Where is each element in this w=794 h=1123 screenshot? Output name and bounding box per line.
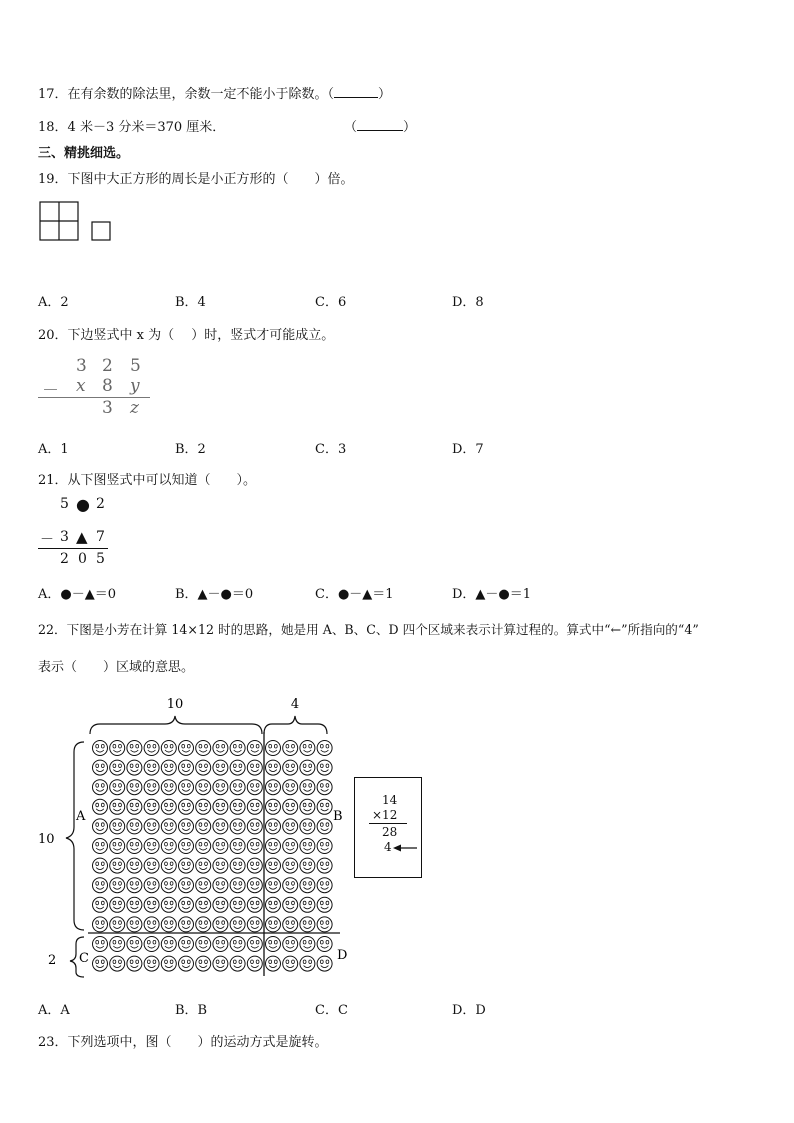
smiley-face-icon xyxy=(161,917,176,932)
smiley-face-icon xyxy=(213,878,228,893)
smiley-face-icon xyxy=(179,780,194,795)
smiley-face-icon xyxy=(110,878,125,893)
q19-option-c[interactable]: C．6 xyxy=(315,295,347,310)
smiley-face-icon xyxy=(179,741,194,756)
smiley-face-icon xyxy=(196,741,211,756)
smiley-face-icon xyxy=(266,937,281,952)
question-18-answer: （ ） xyxy=(344,120,417,135)
smiley-face-icon xyxy=(110,897,125,912)
q21-vertical-subtraction: 5 ● 2 － 3 ▲ 7 2 0 5 xyxy=(38,496,138,570)
smiley-face-icon xyxy=(266,956,281,971)
smiley-face-icon xyxy=(144,819,159,834)
smiley-face-icon xyxy=(266,741,281,756)
smiley-face-icon xyxy=(179,819,194,834)
smiley-face-icon xyxy=(317,878,332,893)
question-20-text: 20．下边竖式中 x 为（ ）时，竖式才可能成立。 xyxy=(38,328,335,343)
smiley-face-icon xyxy=(93,917,108,932)
q22-option-d[interactable]: D．D xyxy=(452,1003,486,1018)
q21-option-a[interactable]: A．●－▲＝0 xyxy=(38,587,117,602)
smiley-face-icon xyxy=(110,917,125,932)
smiley-face-icon xyxy=(110,760,125,775)
smiley-face-icon xyxy=(144,897,159,912)
label-c: C xyxy=(79,951,89,966)
smiley-face-icon xyxy=(283,878,298,893)
smiley-face-icon xyxy=(127,780,142,795)
q22-option-a[interactable]: A．A xyxy=(38,1003,70,1018)
smiley-face-icon xyxy=(110,819,125,834)
smiley-face-icon xyxy=(93,937,108,952)
smiley-face-icon xyxy=(127,937,142,952)
smiley-face-icon xyxy=(161,858,176,873)
smiley-face-icon xyxy=(283,741,298,756)
smiley-face-icon xyxy=(196,937,211,952)
smiley-face-icon xyxy=(179,917,194,932)
smiley-face-icon xyxy=(317,858,332,873)
smiley-face-icon xyxy=(179,937,194,952)
question-17: 17．在有余数的除法里，余数一定不能小于除数。（ ） xyxy=(38,87,392,102)
smiley-face-icon xyxy=(144,780,159,795)
smiley-face-icon xyxy=(300,858,315,873)
smiley-face-icon xyxy=(283,897,298,912)
smiley-face-icon xyxy=(247,897,262,912)
side-big-label: 10 xyxy=(38,832,55,847)
smiley-face-icon xyxy=(93,760,108,775)
answer-blank[interactable] xyxy=(357,118,403,131)
smiley-face-icon xyxy=(161,937,176,952)
question-22-text-2: 表示（ ）区域的意思。 xyxy=(38,660,195,675)
smiley-face-icon xyxy=(317,760,332,775)
smiley-face-icon xyxy=(127,878,142,893)
smiley-face-icon xyxy=(144,799,159,814)
top-right-label: 4 xyxy=(290,697,300,712)
smiley-face-icon xyxy=(144,956,159,971)
smiley-face-icon xyxy=(300,937,315,952)
smiley-face-icon xyxy=(161,760,176,775)
smiley-face-icon xyxy=(300,819,315,834)
question-18 xyxy=(38,116,225,135)
smiley-face-icon xyxy=(110,937,125,952)
smiley-face-icon xyxy=(127,819,142,834)
smiley-face-icon xyxy=(179,839,194,854)
smiley-face-icon xyxy=(127,741,142,756)
smiley-face-icon xyxy=(230,897,245,912)
smiley-face-icon xyxy=(266,858,281,873)
smiley-face-icon xyxy=(230,780,245,795)
smiley-faces xyxy=(93,741,333,972)
top-left-label: 10 xyxy=(166,697,184,712)
smiley-face-icon xyxy=(93,956,108,971)
q22-option-c[interactable]: C．C xyxy=(315,1003,348,1018)
smiley-face-icon xyxy=(266,839,281,854)
smiley-face-icon xyxy=(179,878,194,893)
smiley-face-icon xyxy=(127,799,142,814)
answer-blank[interactable] xyxy=(334,85,378,98)
smiley-face-icon xyxy=(144,878,159,893)
smiley-face-icon xyxy=(110,839,125,854)
q19-option-b[interactable]: B．4 xyxy=(175,295,206,310)
smiley-face-icon xyxy=(230,878,245,893)
label-b: B xyxy=(333,809,343,824)
smiley-face-icon xyxy=(93,819,108,834)
smiley-face-icon xyxy=(196,839,211,854)
smiley-face-icon xyxy=(266,780,281,795)
smiley-face-icon xyxy=(213,917,228,932)
smiley-face-icon xyxy=(161,799,176,814)
smiley-face-icon xyxy=(161,878,176,893)
smiley-face-icon xyxy=(317,937,332,952)
smiley-face-icon xyxy=(230,917,245,932)
smiley-face-icon xyxy=(283,917,298,932)
smiley-face-icon xyxy=(247,760,262,775)
section-heading: 三、精挑细选。 xyxy=(38,146,130,161)
smiley-face-icon xyxy=(213,897,228,912)
smiley-face-icon xyxy=(161,956,176,971)
smiley-face-icon xyxy=(283,819,298,834)
smiley-face-icon xyxy=(266,760,281,775)
smiley-face-icon xyxy=(144,917,159,932)
smiley-face-icon xyxy=(127,917,142,932)
smiley-face-icon xyxy=(230,799,245,814)
arrow-left-icon xyxy=(393,843,419,853)
smiley-face-icon xyxy=(161,897,176,912)
smiley-face-icon xyxy=(247,878,262,893)
q20-vertical-subtraction: 3 2 5 － x 8 y 3 z xyxy=(38,356,158,420)
q20-option-b[interactable]: B．2 xyxy=(175,442,206,457)
smiley-face-icon xyxy=(247,741,262,756)
smiley-face-icon xyxy=(93,897,108,912)
smiley-face-icon xyxy=(300,956,315,971)
smiley-face-icon xyxy=(300,878,315,893)
smiley-face-icon xyxy=(300,799,315,814)
smiley-face-icon xyxy=(247,917,262,932)
smiley-face-icon xyxy=(300,897,315,912)
smiley-face-icon xyxy=(110,956,125,971)
smiley-face-icon xyxy=(213,819,228,834)
label-a: A xyxy=(76,809,86,824)
smiley-face-icon xyxy=(283,799,298,814)
smiley-face-icon xyxy=(93,780,108,795)
smiley-face-icon xyxy=(317,897,332,912)
question-23-text: 23．下列选项中，图（ ）的运动方式是旋转。 xyxy=(38,1035,328,1050)
smiley-face-icon xyxy=(144,937,159,952)
smiley-face-icon xyxy=(317,819,332,834)
smiley-face-icon xyxy=(230,819,245,834)
smiley-face-icon xyxy=(247,956,262,971)
side-small-label: 2 xyxy=(48,953,57,968)
q21-option-d[interactable]: D．▲－●＝1 xyxy=(452,587,532,602)
smiley-face-icon xyxy=(196,858,211,873)
smiley-face-icon xyxy=(93,799,108,814)
smiley-face-icon xyxy=(283,937,298,952)
smiley-face-icon xyxy=(317,917,332,932)
smiley-face-icon xyxy=(300,780,315,795)
small-square xyxy=(92,222,110,240)
q22-option-b[interactable]: B．B xyxy=(175,1003,208,1018)
smiley-face-icon xyxy=(196,760,211,775)
q19-option-d[interactable]: D．8 xyxy=(452,295,484,310)
question-18-text: 18．4 米－3 分米＝370 厘米． xyxy=(38,120,226,135)
smiley-face-icon xyxy=(247,937,262,952)
smiley-face-icon xyxy=(247,858,262,873)
q20-option-c[interactable]: C．3 xyxy=(315,442,347,457)
smiley-face-icon xyxy=(317,956,332,971)
smiley-face-icon xyxy=(230,956,245,971)
smiley-face-icon xyxy=(283,858,298,873)
smiley-face-icon xyxy=(127,897,142,912)
smiley-face-icon xyxy=(213,780,228,795)
smiley-face-icon xyxy=(230,858,245,873)
smiley-face-icon xyxy=(161,741,176,756)
smiley-face-icon xyxy=(110,858,125,873)
smiley-face-icon xyxy=(127,956,142,971)
smiley-face-icon xyxy=(266,917,281,932)
smiley-face-icon xyxy=(144,858,159,873)
smiley-face-icon xyxy=(213,741,228,756)
smiley-face-icon xyxy=(247,819,262,834)
smiley-face-icon xyxy=(317,741,332,756)
smiley-face-icon xyxy=(144,760,159,775)
smiley-face-icon xyxy=(179,858,194,873)
smiley-face-icon xyxy=(196,819,211,834)
smiley-face-icon xyxy=(230,937,245,952)
q19-option-a[interactable]: A．2 xyxy=(38,295,69,310)
smiley-face-icon xyxy=(93,858,108,873)
smiley-face-icon xyxy=(161,819,176,834)
smiley-face-icon xyxy=(196,799,211,814)
smiley-face-icon xyxy=(266,819,281,834)
smiley-face-icon xyxy=(247,839,262,854)
q21-option-c[interactable]: C．●－▲＝1 xyxy=(315,587,394,602)
smiley-face-icon xyxy=(110,799,125,814)
smiley-face-icon xyxy=(144,839,159,854)
q21-option-b[interactable]: B．▲－●＝0 xyxy=(175,587,254,602)
calculation-box: 14 ×12 28 4 xyxy=(354,777,422,878)
question-22-text-1: 22．下图是小芳在计算 14×12 时的思路，她是用 A、B、C、D 四个区域来表示计算过程的。算式中“←”所指向的“4” xyxy=(38,622,699,637)
triangle-icon: ▲ xyxy=(76,528,88,546)
smiley-face-icon xyxy=(213,839,228,854)
smiley-face-icon xyxy=(196,917,211,932)
smiley-face-icon xyxy=(266,878,281,893)
smiley-face-icon xyxy=(283,956,298,971)
smiley-face-icon xyxy=(196,878,211,893)
smiley-face-icon xyxy=(317,839,332,854)
smiley-face-icon xyxy=(110,741,125,756)
smiley-face-icon xyxy=(213,858,228,873)
smiley-face-icon xyxy=(93,839,108,854)
smiley-face-icon xyxy=(110,780,125,795)
smiley-face-icon xyxy=(300,760,315,775)
smiley-face-icon xyxy=(213,956,228,971)
smiley-face-icon xyxy=(283,760,298,775)
label-d: D xyxy=(337,948,348,963)
smiley-face-icon xyxy=(283,839,298,854)
smiley-face-icon xyxy=(179,799,194,814)
smiley-face-icon xyxy=(317,799,332,814)
smiley-face-icon xyxy=(144,741,159,756)
smiley-face-icon xyxy=(266,799,281,814)
smiley-face-icon xyxy=(93,878,108,893)
smiley-face-icon xyxy=(179,897,194,912)
smiley-face-icon xyxy=(300,741,315,756)
smiley-face-icon xyxy=(283,780,298,795)
smiley-face-icon xyxy=(196,897,211,912)
smiley-face-icon xyxy=(213,799,228,814)
question-19-text: 19．下图中大正方形的周长是小正方形的（ ）倍。 xyxy=(38,172,354,187)
smiley-face-icon xyxy=(230,760,245,775)
question-21-text: 21．从下图竖式中可以知道（ ）。 xyxy=(38,473,257,488)
smiley-face-icon xyxy=(196,956,211,971)
smiley-face-icon xyxy=(317,780,332,795)
smiley-face-icon xyxy=(266,897,281,912)
q20-option-d[interactable]: D．7 xyxy=(452,442,484,457)
smiley-face-icon xyxy=(230,741,245,756)
smiley-face-icon xyxy=(213,937,228,952)
smiley-face-icon xyxy=(93,741,108,756)
smiley-face-icon xyxy=(161,839,176,854)
smiley-face-icon xyxy=(196,780,211,795)
smiley-face-icon xyxy=(127,839,142,854)
circle-icon: ● xyxy=(76,495,90,514)
smiley-face-icon xyxy=(300,917,315,932)
smiley-face-icon xyxy=(127,858,142,873)
smiley-face-icon xyxy=(213,760,228,775)
squares-figure xyxy=(38,200,118,244)
smiley-face-icon xyxy=(230,839,245,854)
smiley-face-icon xyxy=(247,799,262,814)
question-17-text: 17．在有余数的除法里，余数一定不能小于除数。（ xyxy=(38,87,335,102)
smiley-face-icon xyxy=(179,956,194,971)
smiley-face-icon xyxy=(179,760,194,775)
smiley-face-icon xyxy=(300,839,315,854)
smiley-face-icon xyxy=(161,780,176,795)
q20-option-a[interactable]: A．1 xyxy=(38,442,69,457)
smiley-face-icon xyxy=(127,760,142,775)
smiley-face-icon xyxy=(247,780,262,795)
